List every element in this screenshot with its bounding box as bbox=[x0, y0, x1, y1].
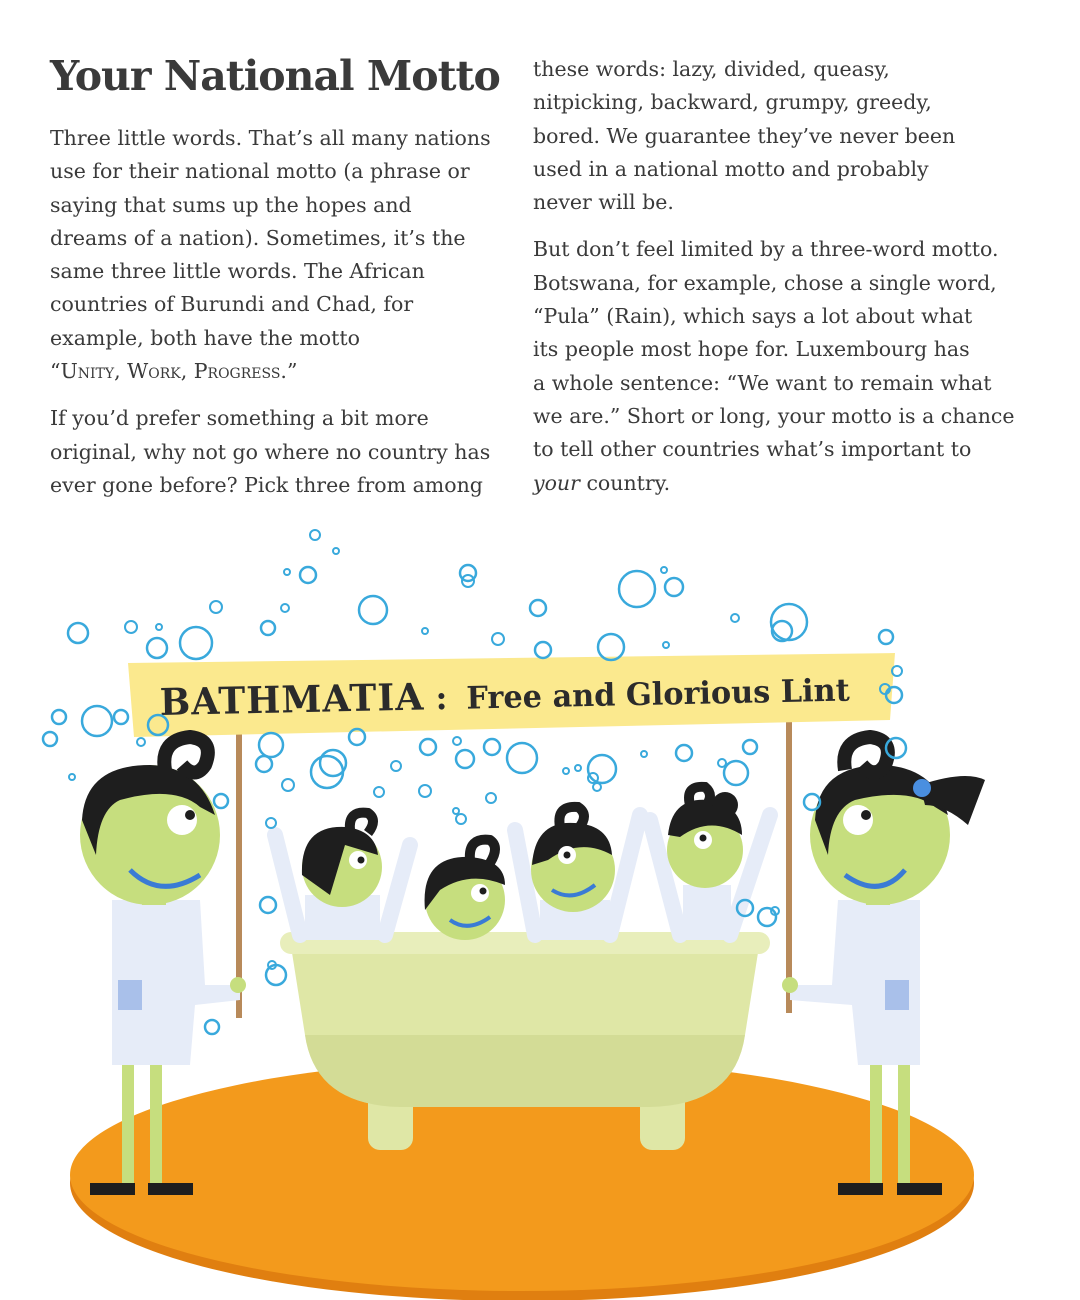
eye bbox=[843, 805, 873, 835]
bubble bbox=[456, 750, 474, 768]
hair-bow bbox=[913, 779, 931, 797]
text-line: same three little words. The African bbox=[50, 259, 425, 284]
robe-pocket bbox=[885, 980, 909, 1010]
bubble bbox=[259, 733, 283, 757]
bubble bbox=[420, 739, 436, 755]
left-paragraph-2 bbox=[50, 402, 500, 502]
motto-burundi-chad: “Unity, Work, Progress.” bbox=[50, 359, 298, 384]
bubble bbox=[52, 710, 66, 724]
bubble bbox=[535, 642, 551, 658]
bubble bbox=[665, 578, 683, 596]
robe bbox=[683, 885, 731, 940]
eye bbox=[471, 884, 489, 902]
bubble bbox=[731, 614, 739, 622]
bubble bbox=[453, 808, 459, 814]
bubble bbox=[507, 743, 537, 773]
bubble bbox=[453, 737, 461, 745]
hand bbox=[782, 977, 798, 993]
pupil bbox=[861, 810, 871, 820]
bubble bbox=[43, 732, 57, 746]
hair-curl bbox=[164, 737, 208, 773]
text-line: a whole sentence: “We want to remain what bbox=[533, 370, 992, 395]
pupil bbox=[358, 857, 365, 864]
bubble bbox=[180, 627, 212, 659]
motto-banner bbox=[128, 653, 895, 737]
bubble bbox=[575, 765, 581, 771]
bubble bbox=[374, 787, 384, 797]
bubble bbox=[282, 779, 294, 791]
left-column bbox=[50, 122, 500, 516]
bubble bbox=[588, 755, 616, 783]
left-paragraph-1 bbox=[50, 122, 500, 388]
bubble bbox=[310, 530, 320, 540]
text-line: its people most hope for. Luxembourg has bbox=[533, 337, 970, 362]
figure-bath-2 bbox=[425, 840, 505, 940]
hair-bun bbox=[712, 792, 738, 818]
bubble bbox=[593, 783, 601, 791]
bubble bbox=[359, 596, 387, 624]
bubble bbox=[147, 638, 167, 658]
bubble bbox=[530, 600, 546, 616]
shoe bbox=[148, 1183, 193, 1195]
bubble bbox=[69, 774, 75, 780]
text-line: ever gone before? Pick three from among bbox=[50, 472, 483, 497]
text-line: to tell other countries what’s important to bbox=[533, 437, 972, 462]
figure-bath-4 bbox=[650, 787, 770, 940]
pupil bbox=[185, 810, 195, 820]
banner-country: BATHMATIA bbox=[159, 674, 431, 724]
bubble bbox=[68, 623, 88, 643]
bubble bbox=[125, 621, 137, 633]
banner-separator: : bbox=[435, 677, 449, 718]
banner-pole-right bbox=[786, 683, 792, 1013]
text-line: never will be. bbox=[533, 190, 674, 215]
bubble bbox=[281, 604, 289, 612]
bubble bbox=[284, 569, 290, 575]
bubble bbox=[484, 739, 500, 755]
text-line: Three little words. That’s all many nations bbox=[50, 126, 491, 150]
arm bbox=[515, 830, 535, 935]
leg bbox=[870, 1060, 882, 1185]
bubble bbox=[82, 706, 112, 736]
shoe bbox=[838, 1183, 883, 1195]
bubble bbox=[486, 793, 496, 803]
text-line: saying that sums up the hopes and bbox=[50, 192, 412, 217]
bubble bbox=[804, 794, 820, 810]
hand bbox=[230, 977, 246, 993]
bubble bbox=[266, 818, 276, 828]
text-line: original, why not go where no country has bbox=[50, 439, 491, 464]
bubble bbox=[641, 751, 647, 757]
bubble bbox=[391, 761, 401, 771]
pupil bbox=[564, 852, 571, 859]
bubble bbox=[492, 633, 504, 645]
bubble bbox=[137, 738, 145, 746]
bubble bbox=[724, 761, 748, 785]
bubble bbox=[260, 897, 276, 913]
text-line: But don’t feel limited by a three-word motto. bbox=[533, 237, 999, 262]
text-line: use for their national motto (a phrase or bbox=[50, 159, 470, 184]
bubble bbox=[333, 548, 339, 554]
emphasis-your: your bbox=[533, 470, 580, 495]
bubble bbox=[256, 756, 272, 772]
figure-bath-3 bbox=[515, 807, 640, 940]
right-paragraph-1 bbox=[533, 53, 1003, 219]
text-line: used in a national motto and probably bbox=[533, 156, 929, 181]
shoe bbox=[897, 1183, 942, 1195]
bubble bbox=[676, 745, 692, 761]
bubble bbox=[743, 740, 757, 754]
tub-shade bbox=[305, 1035, 745, 1107]
bubble bbox=[422, 628, 428, 634]
shoe bbox=[90, 1183, 135, 1195]
bubble bbox=[210, 601, 222, 613]
text-fragment: country. bbox=[579, 470, 671, 495]
bubble bbox=[663, 642, 669, 648]
bubble bbox=[261, 621, 275, 635]
bubble bbox=[311, 756, 343, 788]
text-line: If you’d prefer something a bit more bbox=[50, 406, 429, 431]
right-column bbox=[533, 53, 1015, 514]
pupil bbox=[480, 888, 487, 895]
text-line: Botswana, for example, chose a single word, bbox=[533, 270, 997, 295]
leg bbox=[122, 1060, 134, 1185]
robe-pocket bbox=[118, 980, 142, 1010]
bubble bbox=[214, 794, 228, 808]
text-line: these words: lazy, divided, queasy, bbox=[533, 57, 890, 81]
bubble bbox=[661, 567, 667, 573]
leg bbox=[150, 1060, 162, 1185]
text-line: “Pula” (Rain), which says a lot about what bbox=[533, 304, 973, 329]
text-line: example, both have the motto bbox=[50, 325, 360, 350]
bubble bbox=[419, 785, 431, 797]
bubble bbox=[588, 773, 598, 783]
text-line: bored. We guarantee they’ve never been bbox=[533, 123, 956, 148]
bubble bbox=[879, 630, 893, 644]
text-line: we are.” Short or long, your motto is a chance bbox=[533, 403, 1015, 428]
text-line-last bbox=[533, 467, 1003, 500]
bubble bbox=[758, 908, 776, 926]
right-paragraph-2 bbox=[533, 233, 1015, 499]
eye bbox=[167, 805, 197, 835]
text-line: dreams of a nation). Sometimes, it’s the bbox=[50, 225, 466, 250]
page-title: Your National Motto bbox=[50, 52, 500, 100]
hair-curl bbox=[844, 737, 888, 773]
bubble bbox=[619, 571, 655, 607]
arm bbox=[385, 845, 410, 935]
bubble bbox=[114, 710, 128, 724]
text-line: countries of Burundi and Chad, for bbox=[50, 292, 414, 317]
bubble bbox=[456, 814, 466, 824]
bubble bbox=[156, 624, 162, 630]
pupil bbox=[700, 835, 707, 842]
bubble bbox=[205, 1020, 219, 1034]
bathtub-illustration bbox=[0, 515, 1080, 1300]
leg bbox=[898, 1060, 910, 1185]
arm bbox=[275, 835, 300, 935]
figure-bath-1 bbox=[275, 813, 410, 940]
bubble bbox=[300, 567, 316, 583]
bubble bbox=[563, 768, 569, 774]
text-line: nitpicking, backward, grumpy, greedy, bbox=[533, 90, 932, 115]
banner-motto: Free and Glorious Lint bbox=[466, 672, 859, 717]
bubble bbox=[598, 634, 624, 660]
bubble bbox=[718, 759, 726, 767]
